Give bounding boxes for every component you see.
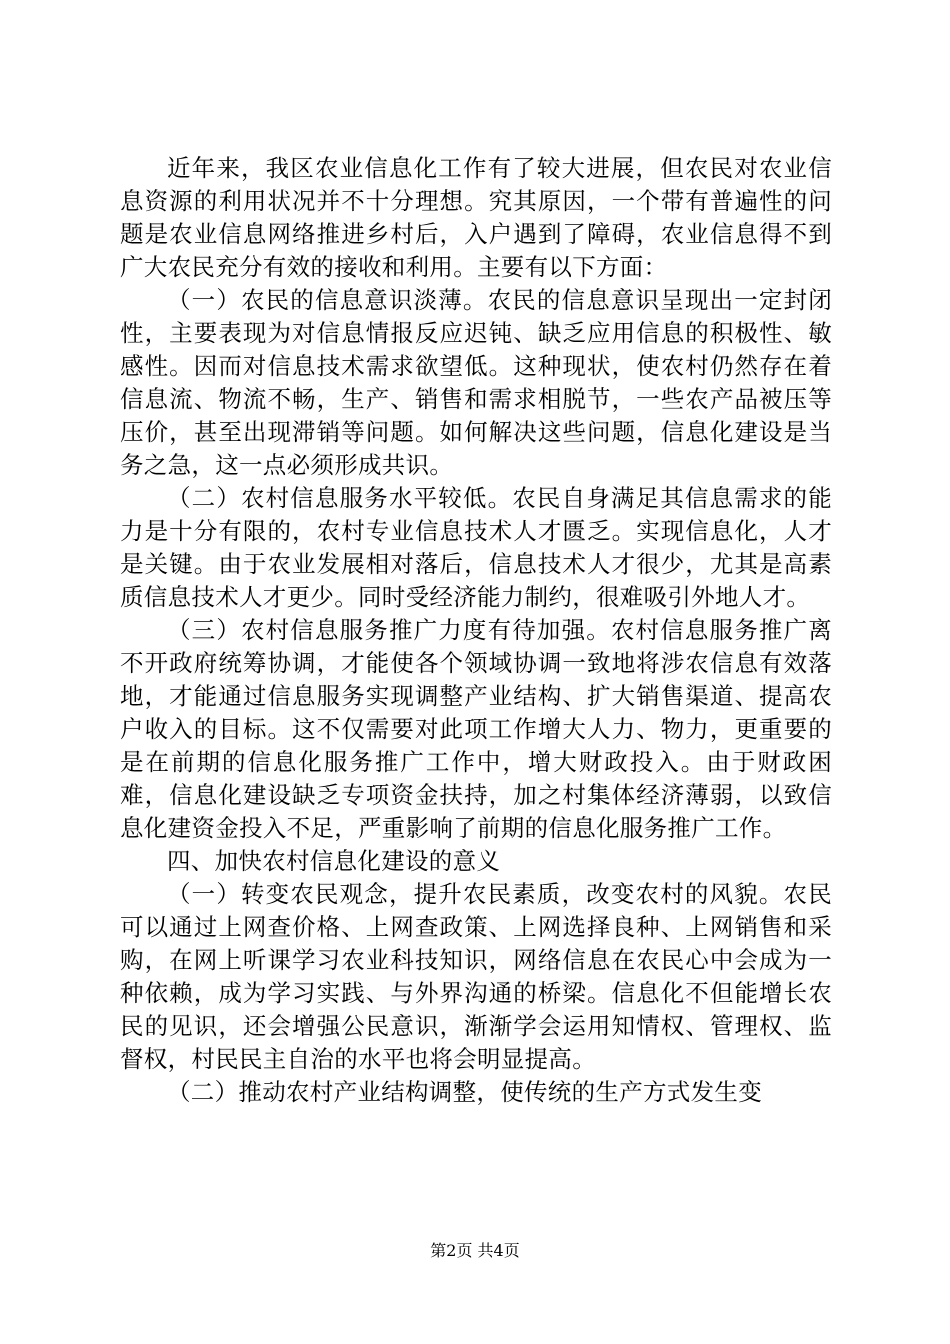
paragraph-significance-1: （一）转变农民观念，提升农民素质，改变农村的风貌。农民可以通过上网查价格、上网查政策、上网选择良种、上网销售和采购，在网上听课学习农业科技知识，网络信息在农民心中会成为一种依赖，成为学习实践、与外界沟通的桥梁。信息化不但能增长农民的见识，还会增强公民意识，渐渐学会运用知情权、管理权、监督权，村民民主自治的水平也将会明显提高。 (120, 880, 832, 1073)
paragraph-point-3: （三）农村信息服务推广力度有待加强。农村信息服务推广离不开政府统筹协调，才能使各个领域协调一致地将涉农信息有效落地，才能通过信息服务实现调整产业结构、扩大销售渠道、提高农户收入的目标。这不仅需要对此项工作增大人力、物力，更重要的是在前期的信息化服务推广工作中，增大财政投入。由于财政困难，信息化建设缺乏专项资金扶持，加之村集体经济薄弱，以致信息化建资金投入不足，严重影响了前期的信息化服务推广工作。 (120, 616, 832, 842)
page-footer: 第2页 共4页 (430, 1241, 520, 1260)
paragraph-point-1: （一）农民的信息意识淡薄。农民的信息意识呈现出一定封闭性，主要表现为对信息情报反应迟钝、缺乏应用信息的积极性、敏感性。因而对信息技术需求欲望低。这种现状，使农村仍然存在着信息流、物流不畅，生产、销售和需求相脱节，一些农产品被压等压价，甚至出现滞销等问题。如何解决这些问题，信息化建设是当务之急，这一点必须形成共识。 (120, 286, 832, 479)
paragraph-significance-2: （二）推动农村产业结构调整，使传统的生产方式发生变 (167, 1078, 762, 1106)
paragraph-point-2: （二）农村信息服务水平较低。农民自身满足其信息需求的能力是十分有限的，农村专业信息技术人才匮乏。实现信息化，人才是关键。由于农业发展相对落后，信息技术人才很少，尤其是高素质信息技术人才更少。同时受经济能力制约，很难吸引外地人才。 (120, 484, 832, 611)
section-heading: 四、加快农村信息化建设的意义 (167, 847, 501, 875)
paragraph-intro: 近年来，我区农业信息化工作有了较大进展，但农民对农业信息资源的利用状况并不十分理想。究其原因，一个带有普遍性的问题是农业信息网络推进乡村后，入户遇到了障碍，农业信息得不到广大农民充分有效的接收和利用。主要有以下方面： (120, 154, 832, 281)
document-body (120, 152, 832, 1109)
